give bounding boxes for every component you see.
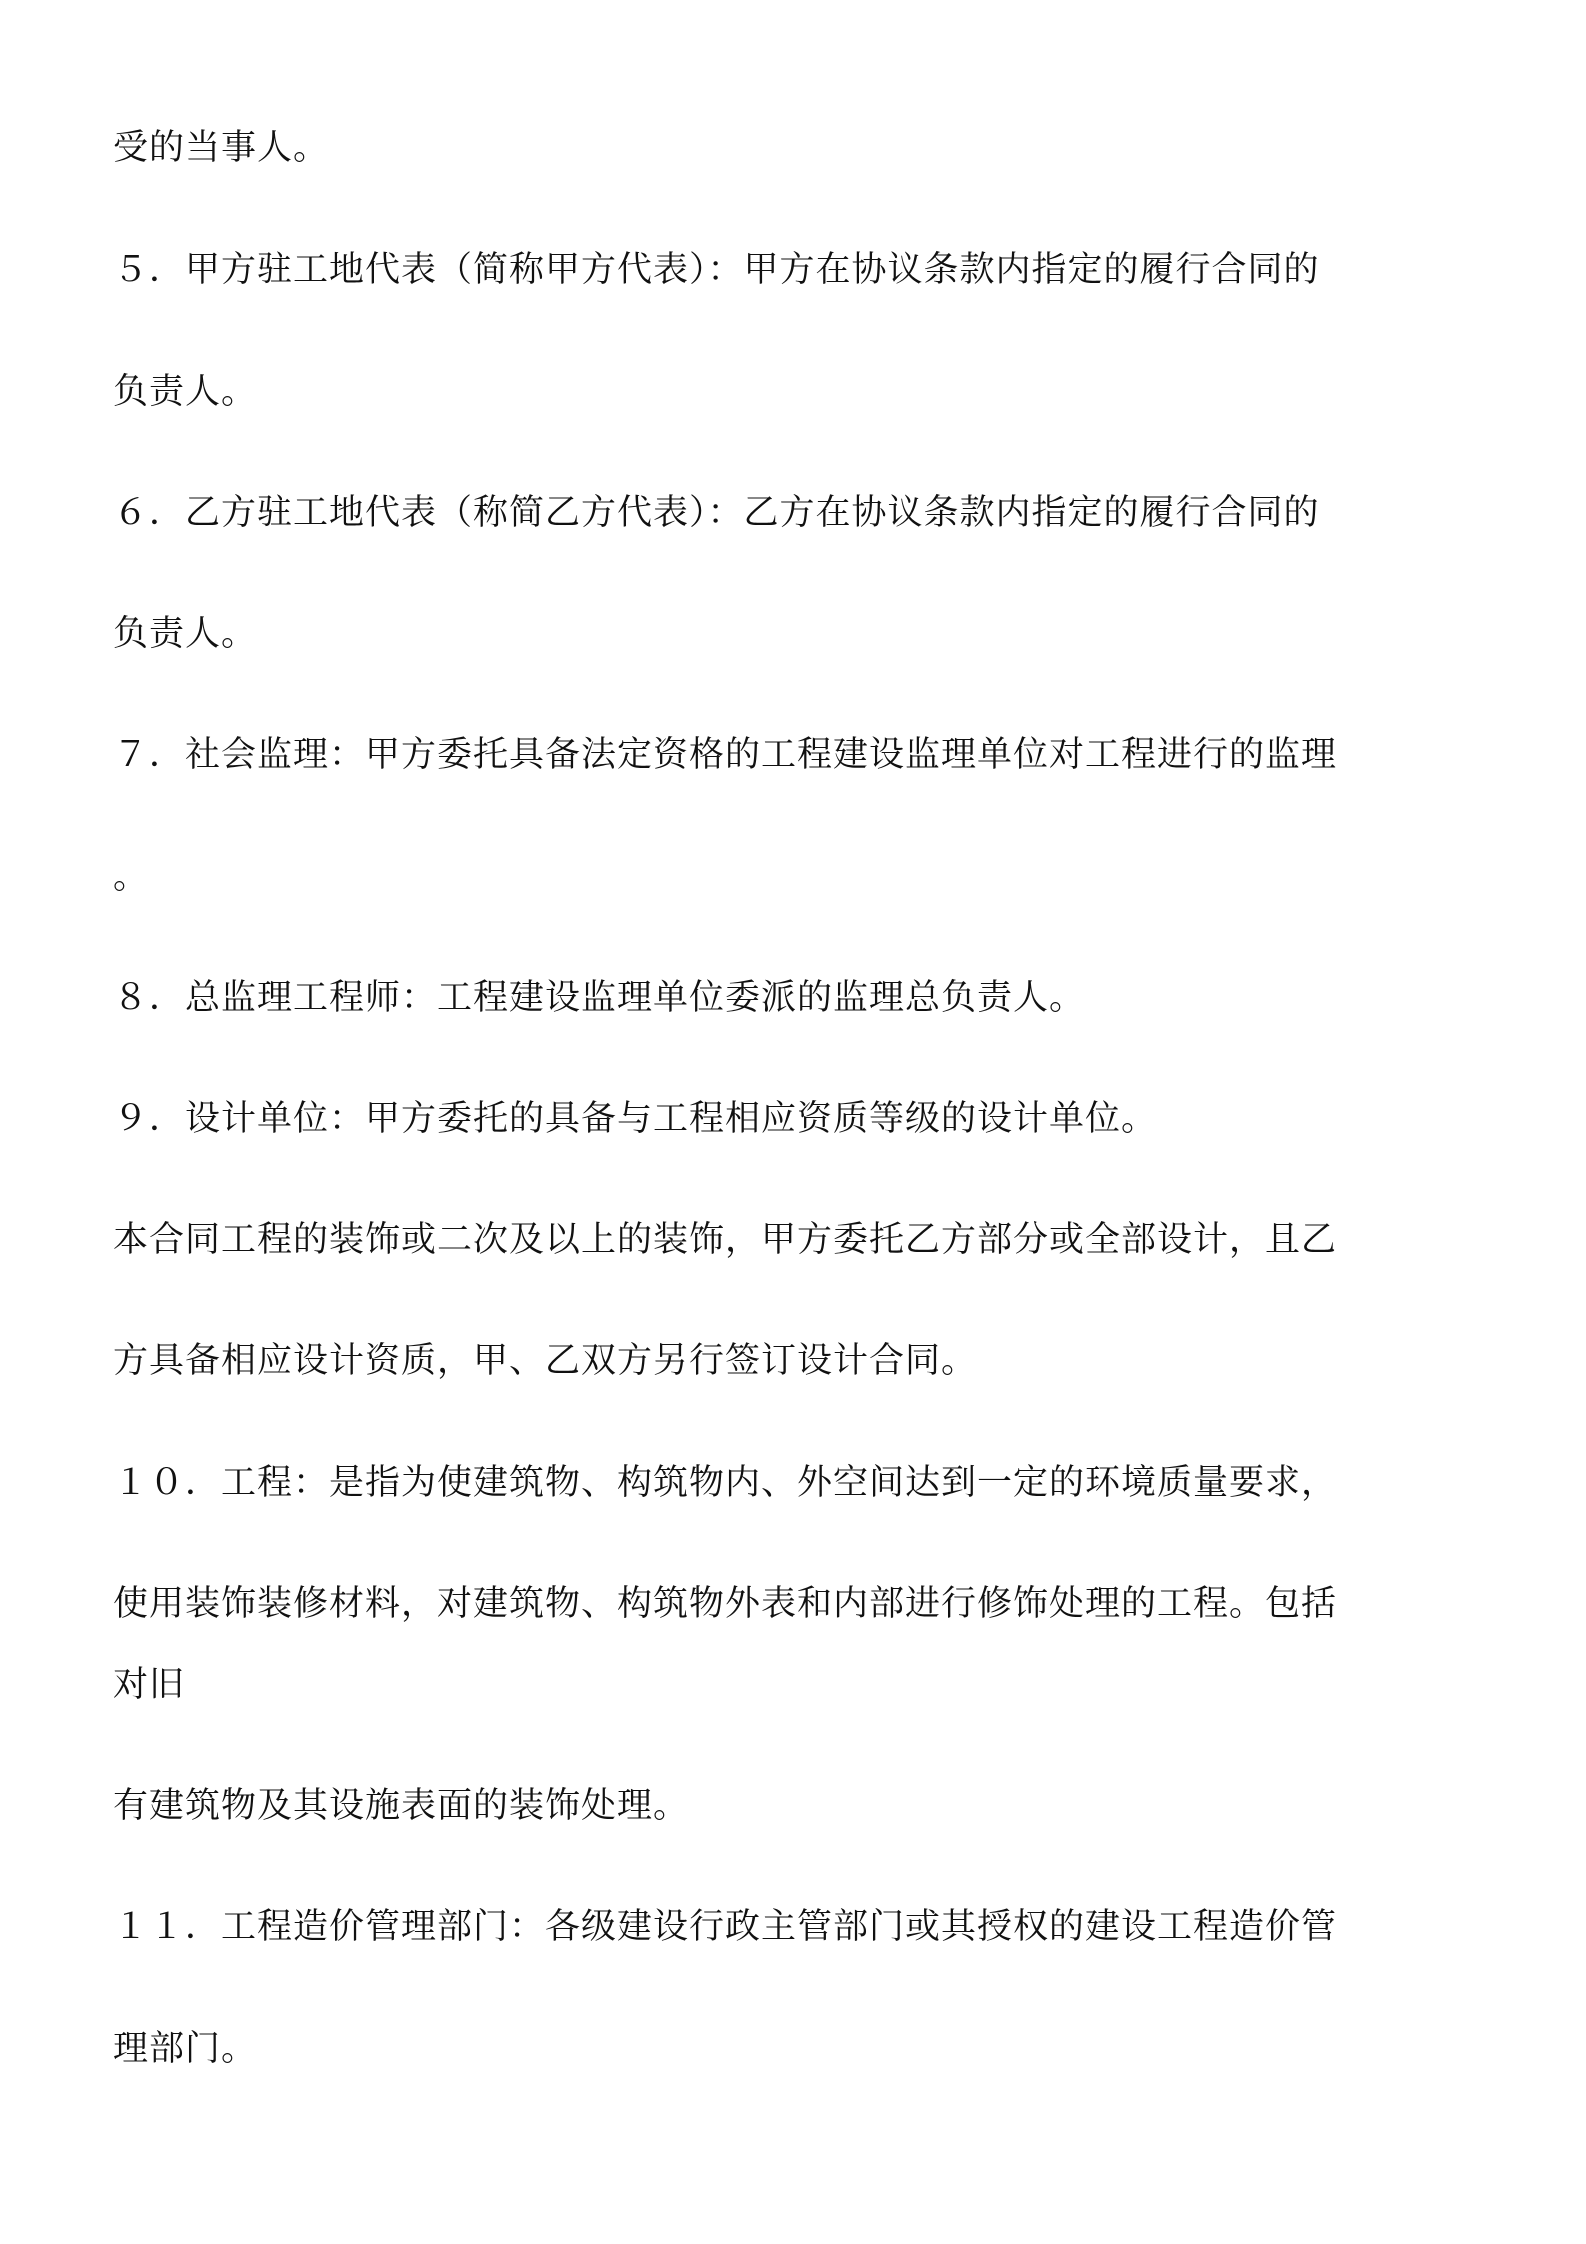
text-line: ７．社会监理：甲方委托具备法定资格的工程建设监理单位对工程进行的监理 [113, 735, 1338, 775]
text-line: １１．工程造价管理部门：各级建设行政主管部门或其授权的建设工程造价管 [113, 1907, 1338, 1947]
text-line: 负责人。 [113, 614, 258, 654]
text-line: 有建筑物及其设施表面的装饰处理。 [113, 1786, 690, 1826]
text-line: 方具备相应设计资质，甲、乙双方另行签订设计合同。 [113, 1341, 978, 1381]
text-line: 负责人。 [113, 372, 258, 412]
text-line: 本合同工程的装饰或二次及以上的装饰，甲方委托乙方部分或全部设计，且乙 [113, 1220, 1338, 1260]
text-line: ５．甲方驻工地代表（简称甲方代表）：甲方在协议条款内指定的履行合同的 [113, 250, 1320, 290]
text-line: 理部门。 [113, 2029, 258, 2069]
text-line: 使用装饰装修材料，对建筑物、构筑物外表和内部进行修饰处理的工程。包括 [113, 1584, 1338, 1624]
text-line: 受的当事人。 [113, 128, 330, 168]
text-line: 。 [113, 857, 150, 897]
text-line: ８．总监理工程师：工程建设监理单位委派的监理总负责人。 [113, 978, 1086, 1018]
text-line: １０．工程：是指为使建筑物、构筑物内、外空间达到一定的环境质量要求， [113, 1463, 1338, 1503]
text-line: ９．设计单位：甲方委托的具备与工程相应资质等级的设计单位。 [113, 1099, 1158, 1139]
text-line: 对旧 [113, 1665, 186, 1705]
text-line: ６．乙方驻工地代表（称简乙方代表）：乙方在协议条款内指定的履行合同的 [113, 493, 1320, 533]
